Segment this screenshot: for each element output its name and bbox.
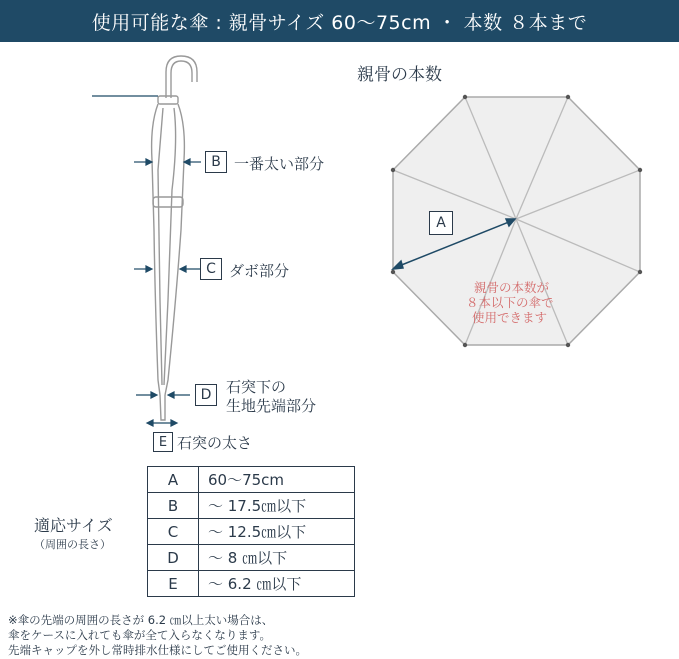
size-value: 〜 8 ㎝以下: [199, 545, 355, 571]
rib-a-label: A: [429, 211, 453, 235]
size-value: 〜 6.2 ㎝以下: [199, 571, 355, 597]
table-row: [148, 493, 355, 519]
part-e-label: 石突の太さ: [177, 434, 253, 452]
footnote-line-2: 傘をケースに入れても傘が全て入らなくなります。: [8, 628, 272, 642]
size-key: D: [148, 545, 199, 571]
part-d-label-line-2: 生地先端部分: [226, 397, 317, 415]
size-table-subtitle: （周囲の長さ）: [34, 538, 111, 551]
rib-note-line-2: ８本以下の傘で: [466, 295, 554, 310]
ribs-title: 親骨の本数: [357, 65, 442, 85]
size-key: E: [148, 571, 199, 597]
size-key: A: [148, 467, 199, 493]
part-e-key: E: [153, 432, 173, 452]
footnote-line-1: ※傘の先端の周囲の長さが 6.2 ㎝以上太い場合は、: [8, 613, 274, 627]
size-value: 60〜75cm: [199, 467, 355, 493]
size-key: C: [148, 519, 199, 545]
part-c-key: C: [200, 258, 222, 280]
part-b-key: B: [205, 151, 227, 173]
table-row: [148, 519, 355, 545]
size-table-title: 適応サイズ: [34, 516, 113, 535]
rib-note-line-3: 使用できます: [472, 310, 548, 325]
banner-title: 使用可能な傘 : 親骨サイズ 60〜75cm ・ 本数 ８本まで: [91, 11, 588, 34]
size-value: 〜 12.5㎝以下: [199, 519, 355, 545]
rib-note-line-1: 親骨の本数が: [474, 280, 550, 295]
size-key: B: [148, 493, 199, 519]
table-row: [148, 467, 355, 493]
footnote-line-3: 先端キャップを外し常時排水仕様にしてご使用ください。: [8, 643, 307, 657]
size-table: [147, 466, 355, 597]
part-d-label-line-1: 石突下の: [226, 378, 287, 396]
part-b-label: 一番太い部分: [234, 155, 325, 173]
size-value: 〜 17.5㎝以下: [199, 493, 355, 519]
part-c-label: ダボ部分: [229, 262, 290, 280]
table-row: [148, 571, 355, 597]
part-d-key: D: [195, 384, 217, 406]
table-row: [148, 545, 355, 571]
